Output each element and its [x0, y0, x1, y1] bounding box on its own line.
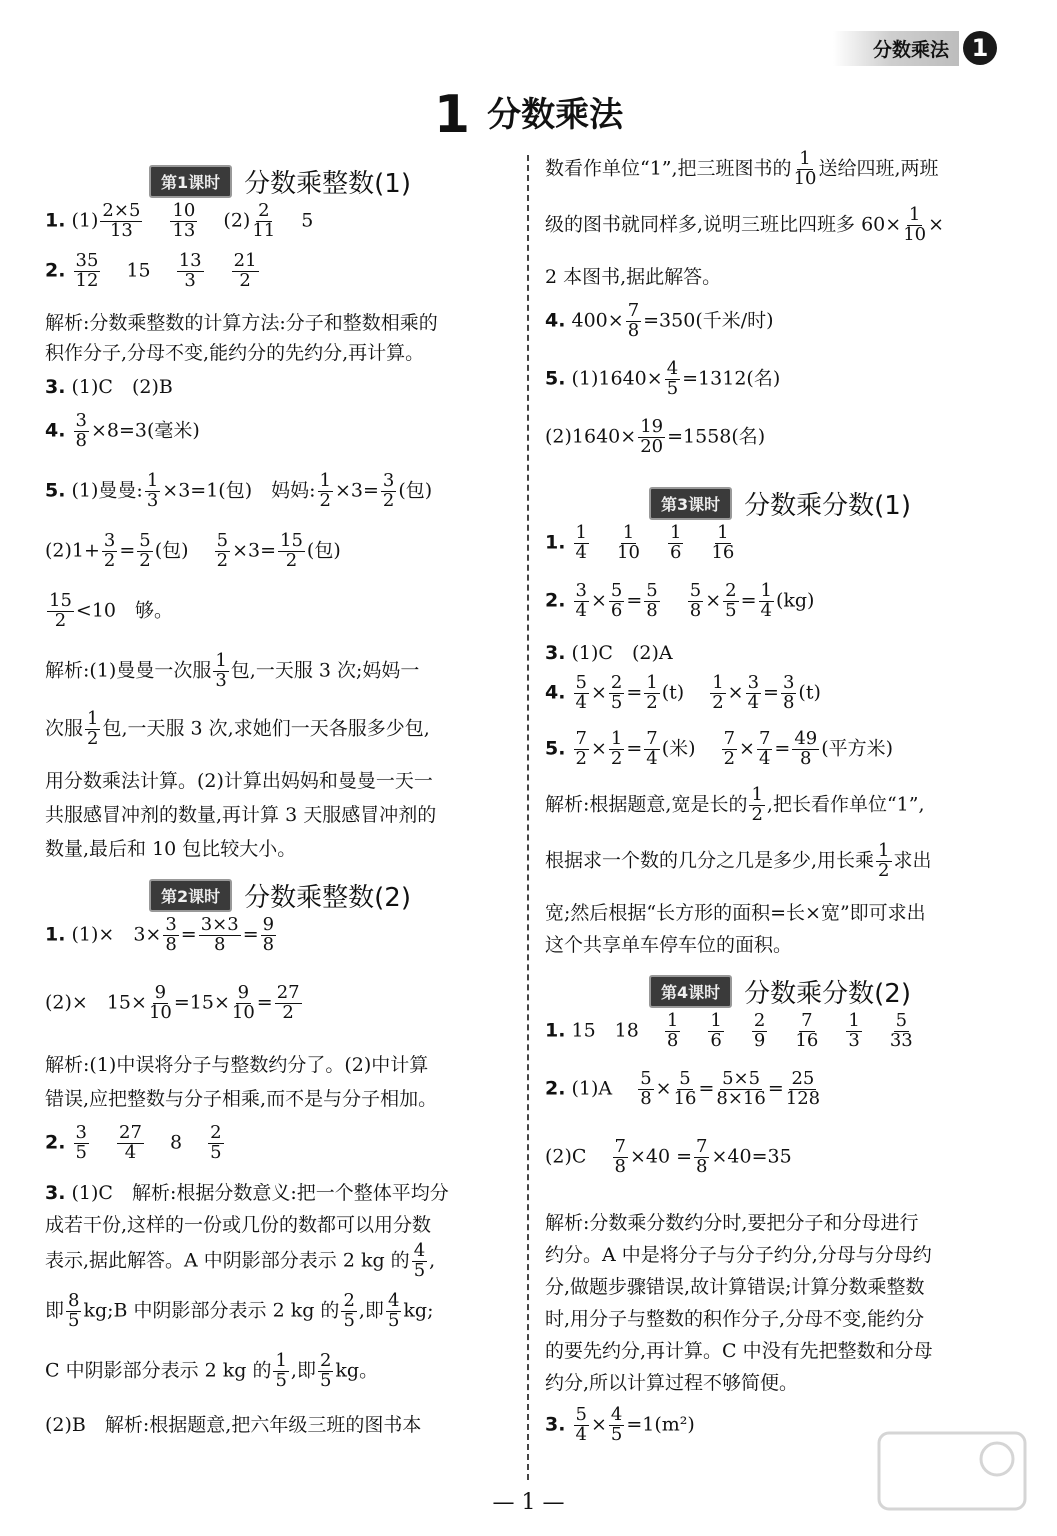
- fraction: $\frac{21}{2}$: [233, 250, 257, 291]
- text: =35: [751, 1145, 792, 1168]
- fraction: $\frac{4}{5}$: [387, 1290, 400, 1331]
- text: ,把长看作单位“1”,: [766, 793, 925, 816]
- q-num: 1.: [545, 531, 566, 554]
- fraction: $\frac{1}{3}$: [848, 1010, 860, 1051]
- fraction: $\frac{15}{2}$: [49, 590, 72, 631]
- fraction: $\frac{3\times 3}{8}$: [200, 914, 239, 955]
- q-num: 5.: [545, 367, 566, 390]
- fraction: $\frac{25}{128}$: [785, 1068, 821, 1109]
- text: =: [180, 923, 197, 946]
- lesson-badge: 第2课时: [149, 879, 232, 912]
- fraction: $\frac{35}{12}$: [75, 250, 99, 291]
- fraction: $\frac{3}{8}$: [165, 914, 177, 955]
- text: =1(m²): [626, 1413, 695, 1436]
- text: 送给四班,两班: [818, 157, 939, 180]
- answer-line: [45, 372, 515, 412]
- text: =: [740, 589, 757, 612]
- text: =350(千米/时): [643, 309, 774, 332]
- q-num: 5.: [45, 479, 66, 502]
- analysis: 分,做题步骤错误,故计算错误;计算分数乘整数: [545, 1276, 925, 1298]
- fraction: $\frac{3}{8}$: [782, 672, 795, 713]
- fraction: $\frac{49}{8}$: [794, 728, 818, 769]
- fraction: $\frac{13}{3}$: [178, 250, 202, 291]
- fraction: $\frac{1}{16}$: [711, 522, 735, 563]
- text: (1)C (2)A: [571, 642, 673, 664]
- right-column: [545, 150, 1015, 1460]
- q-num: 2.: [45, 1131, 66, 1154]
- analysis: [545, 206, 1015, 262]
- fraction: $\frac{1}{2}$: [878, 840, 890, 881]
- fraction: $\frac{27}{4}$: [119, 1122, 142, 1163]
- fraction: $\frac{1}{8}$: [666, 1010, 679, 1051]
- answer-line: [45, 412, 515, 472]
- fraction: $\frac{5}{8}$: [646, 580, 658, 621]
- fraction: $\frac{2}{11}$: [252, 200, 276, 241]
- page-number: — 1 —: [492, 1490, 565, 1515]
- text: 400×: [571, 309, 624, 332]
- q-num: 4.: [45, 419, 66, 442]
- fraction: $\frac{1}{3}$: [146, 470, 159, 511]
- fraction: $\frac{7}{4}$: [758, 728, 771, 769]
- text: kg;: [403, 1299, 434, 1322]
- fraction: $\frac{2}{5}$: [343, 1290, 355, 1331]
- lesson-title: 分数乘整数(2): [244, 882, 411, 913]
- text: kg;B 中阴影部分表示 2 kg 的: [83, 1299, 340, 1322]
- answer-line: 5. $\frac{7}{2}$ × $\frac{1}{2}$ = $\frac{7}{4}$ (米) $\frac{7}{2}$ × $\frac{7}{4}$ = $\frac{49}{8}$ (平方米): [545, 728, 894, 769]
- fraction: $\frac{7}{16}$: [795, 1010, 819, 1051]
- answer-line: [545, 418, 1015, 474]
- text: 数看作单位“1”,把三班图书的: [545, 157, 792, 180]
- lesson-3-header: [545, 482, 1015, 524]
- analysis: (2)B 解析:根据题意,把六年级三班的图书本: [45, 1414, 422, 1436]
- fraction: $\frac{1}{4}$: [760, 580, 772, 621]
- fraction: $\frac{1}{2}$: [646, 672, 658, 713]
- analysis: [45, 1292, 515, 1352]
- fraction: $\frac{7}{8}$: [614, 1136, 626, 1177]
- text: =: [626, 589, 643, 612]
- text: 求出: [893, 849, 932, 872]
- fraction: $\frac{1}{2}$: [712, 672, 724, 713]
- analysis: [545, 150, 1015, 206]
- fraction: $\frac{1}{2}$: [610, 728, 623, 769]
- answer-line: 2. (1)A $\frac{5}{8}$ × $\frac{5}{16}$ = $\frac{5\times 5}{8\times 16}$ = $\frac{25}{128}$: [545, 1068, 821, 1109]
- text: C 中阴影部分表示 2 kg 的: [45, 1359, 272, 1382]
- fraction: $\frac{3}{4}$: [575, 580, 587, 621]
- analysis: 成若干份,这样的一份或几份的数都可以用分数: [45, 1214, 432, 1236]
- answer-line: [545, 582, 1015, 638]
- text: (1)A: [571, 1077, 613, 1100]
- fraction: $\frac{9}{10}$: [148, 982, 172, 1023]
- text: (2)1640×: [545, 425, 637, 448]
- fraction: $\frac{2\times 5}{13}$: [102, 200, 141, 241]
- fraction: $\frac{27}{2}$: [276, 982, 300, 1023]
- text: =: [119, 539, 136, 562]
- analysis: 解析:分数乘分数约分时,要把分子和分母进行: [545, 1212, 919, 1234]
- text: =1312(名): [682, 367, 781, 390]
- text: ×3=: [232, 539, 277, 562]
- fraction: $\frac{3}{8}$: [75, 410, 87, 451]
- analysis: 约分。A 中是将分子与分子约分,分母与分母约: [545, 1244, 932, 1266]
- answer-line: [45, 916, 515, 978]
- text: 40: [727, 1145, 752, 1168]
- analysis: [45, 710, 515, 766]
- chapter-title: 分数乘法: [487, 95, 624, 135]
- fraction: $\frac{1}{10}$: [617, 522, 640, 563]
- text: =: [242, 923, 259, 946]
- text: (1): [71, 209, 99, 232]
- text: (1)C (2)B: [71, 376, 173, 398]
- fraction: $\frac{5}{6}$: [610, 580, 623, 621]
- text: (平方米): [821, 737, 894, 760]
- q-num: 4.: [545, 309, 566, 332]
- answer-line: [545, 302, 1015, 360]
- fraction: $\frac{8}{5}$: [68, 1290, 80, 1331]
- answer-line: [45, 978, 515, 1050]
- fraction: $\frac{1}{6}$: [669, 522, 682, 563]
- fraction: $\frac{4}{5}$: [413, 1240, 426, 1281]
- answer-line: 3. $\frac{5}{4}$ × $\frac{4}{5}$ =1(m²): [545, 1404, 695, 1445]
- answer-line: (2)C $\frac{7}{8}$ ×40 = $\frac{7}{8}$ ×40=35: [545, 1136, 792, 1177]
- fraction: $\frac{5}{2}$: [139, 530, 151, 571]
- column-divider: [527, 155, 529, 1480]
- fraction: $\frac{2}{5}$: [210, 1122, 222, 1163]
- fraction: $\frac{1}{10}$: [793, 148, 817, 189]
- analysis: 这个共享单车停车位的面积。: [545, 934, 793, 956]
- text: (1)C 解析:根据分数意义:把一个整体平均分: [71, 1182, 449, 1204]
- text: 根据求一个数的几分之几是多少,用长乘: [545, 849, 875, 872]
- q-num: 2.: [45, 259, 66, 282]
- fraction: $\frac{5}{8}$: [640, 1068, 652, 1109]
- analysis: 的要先约分,再计算。C 中没有先把整数和分母: [545, 1340, 933, 1362]
- fraction: $\frac{4}{5}$: [610, 1404, 623, 1445]
- answer-line: [45, 1178, 515, 1210]
- text: (包): [398, 479, 433, 502]
- text: (2)× 15×: [45, 991, 147, 1014]
- answer-line: [545, 638, 1015, 674]
- fraction: $\frac{1}{2}$: [751, 784, 763, 825]
- answer-line: [45, 1124, 515, 1178]
- fraction: $\frac{10}{13}$: [172, 200, 196, 241]
- text: (包): [154, 539, 189, 562]
- q-num: 3.: [545, 642, 566, 664]
- analysis: 约分,所以计算过程不够简便。: [545, 1372, 799, 1394]
- fraction: $\frac{1}{2}$: [87, 708, 99, 749]
- text: (t): [661, 681, 685, 704]
- q-num: 1.: [45, 923, 66, 946]
- analysis: 解析:分数乘整数的计算方法:分子和整数相乘的: [45, 312, 438, 334]
- text: ,即: [290, 1359, 316, 1382]
- text: 即: [45, 1299, 65, 1322]
- answer-line: [45, 532, 515, 592]
- analysis: 积作分子,分母不变,能约分的先约分,再计算。: [45, 342, 425, 364]
- fraction: $\frac{5}{2}$: [216, 530, 229, 571]
- fraction: $\frac{1}{6}$: [710, 1010, 722, 1051]
- fraction: $\frac{5}{8}$: [689, 580, 702, 621]
- lesson-4-header: [545, 970, 1015, 1012]
- fraction: $\frac{15}{2}$: [280, 530, 303, 571]
- fraction: $\frac{5\times 5}{8\times 16}$: [716, 1068, 766, 1109]
- fraction: $\frac{3}{4}$: [747, 672, 760, 713]
- text: 解析:根据题意,宽是长的: [545, 793, 748, 816]
- text: kg。: [335, 1359, 379, 1382]
- answer-line: [45, 202, 515, 252]
- text: (1)曼曼:: [71, 479, 143, 502]
- fraction: $\frac{5}{16}$: [673, 1068, 697, 1109]
- fraction: $\frac{2}{5}$: [725, 580, 737, 621]
- fraction: $\frac{5}{4}$: [575, 1404, 587, 1445]
- text: 包,一天服 3 次;妈妈一: [230, 659, 420, 682]
- analysis: [545, 842, 1015, 898]
- analysis: 用分数乘法计算。(2)计算出妈妈和曼曼一天一: [45, 770, 433, 792]
- analysis: 解析:(1)中误将分子与整数约分了。(2)中计算: [45, 1054, 429, 1076]
- lesson-badge: 第4课时: [649, 975, 732, 1008]
- text: (kg): [775, 589, 815, 612]
- text: =: [256, 991, 273, 1014]
- fraction: $\frac{3}{2}$: [103, 530, 116, 571]
- text: =15×: [173, 991, 230, 1014]
- analysis: 时,用分子与整数的积作分子,分母不变,能约分: [545, 1308, 925, 1330]
- q-num: 3.: [545, 1413, 566, 1436]
- fraction: $\frac{7}{4}$: [646, 728, 658, 769]
- text: 5: [301, 209, 314, 232]
- text: (1)1640×: [571, 367, 663, 390]
- analysis: [45, 1352, 515, 1410]
- analysis: 共服感冒冲剂的数量,再计算 3 天服感冒冲剂的: [45, 804, 437, 826]
- lesson-title: 分数乘整数(1): [244, 168, 411, 199]
- fraction: $\frac{2}{5}$: [610, 672, 623, 713]
- analysis: 表示,据此解答。A 中阴影部分表示 2 kg 的 $\frac{4}{5}$ ,: [45, 1240, 436, 1281]
- fraction: $\frac{1}{4}$: [575, 522, 587, 563]
- text: ×: [590, 589, 607, 612]
- fraction: $\frac{9}{8}$: [262, 914, 275, 955]
- fraction: $\frac{3}{2}$: [382, 470, 395, 511]
- fraction: $\frac{1}{3}$: [215, 650, 227, 691]
- text: 包,一天服 3 次,求她们一天各服多少包,: [102, 717, 430, 740]
- text: (2): [223, 209, 251, 232]
- text: ×: [705, 589, 722, 612]
- header-tag-number: 1: [963, 31, 997, 65]
- fraction: $\frac{5}{4}$: [575, 672, 587, 713]
- fraction: $\frac{3}{5}$: [75, 1122, 87, 1163]
- q-num: 2.: [545, 1077, 566, 1100]
- text: (2)1+: [45, 539, 100, 562]
- q-num: 1.: [45, 209, 66, 232]
- text: ×3=1(包) 妈妈:: [162, 479, 316, 502]
- text: (米): [661, 737, 696, 760]
- answer-line: [545, 360, 1015, 418]
- q-num: 3.: [45, 376, 66, 398]
- answer-line: [45, 252, 515, 308]
- watermark-icon: [877, 1431, 1027, 1511]
- answer-line: [545, 1012, 1015, 1070]
- fraction: $\frac{2}{9}$: [753, 1010, 766, 1051]
- text: 次服: [45, 717, 84, 740]
- fraction: $\frac{1}{10}$: [903, 204, 927, 245]
- lesson-badge: 第3课时: [649, 487, 732, 520]
- fraction: $\frac{5}{33}$: [889, 1010, 913, 1051]
- fraction: $\frac{19}{20}$: [640, 416, 664, 457]
- lesson-badge: 第1课时: [149, 165, 232, 198]
- lesson-1-header: [45, 160, 515, 202]
- fraction: $\frac{7}{8}$: [696, 1136, 708, 1177]
- fraction: $\frac{7}{8}$: [627, 300, 640, 341]
- q-num: 2.: [545, 589, 566, 612]
- header-tag-text: 分数乘法: [833, 31, 959, 66]
- text: ×8=3(毫米): [90, 419, 200, 442]
- text: (1)× 3×: [71, 923, 162, 946]
- answer-line: 4. $\frac{5}{4}$ × $\frac{2}{5}$ = $\frac{1}{2}$ (t) $\frac{1}{2}$ × $\frac{3}{4}$ = $\frac{3}{8}$ (t): [545, 672, 821, 713]
- lesson-title: 分数乘分数(1): [744, 490, 911, 521]
- fraction: $\frac{2}{5}$: [319, 1350, 332, 1391]
- fraction: $\frac{1}{2}$: [319, 470, 331, 511]
- fraction: $\frac{7}{2}$: [575, 728, 587, 769]
- text: ×: [928, 213, 945, 236]
- header-tag: [833, 30, 997, 66]
- text: 15 18: [571, 1019, 639, 1042]
- chapter-number: 1: [433, 85, 471, 145]
- analysis: [45, 652, 515, 710]
- fraction: $\frac{9}{10}$: [231, 982, 255, 1023]
- page-title: [0, 85, 1057, 145]
- analysis: [545, 786, 1015, 842]
- fraction: $\frac{4}{5}$: [666, 358, 679, 399]
- lesson-2-header: [45, 874, 515, 916]
- text: 表示,据此解答。A 中阴影部分表示 2 kg 的: [45, 1249, 410, 1272]
- analysis: 2 本图书,据此解答。: [545, 266, 722, 288]
- text: 15: [126, 259, 151, 282]
- text: 级的图书就同样多,说明三班比四班多 60×: [545, 213, 902, 236]
- text: ×40 =: [629, 1145, 693, 1168]
- text: <10 够。: [75, 599, 174, 622]
- text: (t): [798, 681, 821, 704]
- left-column: [45, 160, 515, 1442]
- answer-line: [545, 524, 1015, 582]
- text: 解析:(1)曼曼一次服: [45, 659, 212, 682]
- q-num: 1.: [545, 1019, 566, 1042]
- text: ×3=: [334, 479, 379, 502]
- fraction: $\frac{1}{5}$: [275, 1350, 287, 1391]
- lesson-title: 分数乘分数(2): [744, 978, 911, 1009]
- q-num: 3.: [45, 1182, 66, 1204]
- q-num: 5.: [545, 737, 566, 760]
- text: (2)C: [545, 1145, 587, 1168]
- text: (包): [306, 539, 341, 562]
- text: ,即: [358, 1299, 384, 1322]
- answer-line: [45, 472, 515, 532]
- text: =1558(名): [667, 425, 766, 448]
- analysis: 宽;然后根据“长方形的面积=长×宽”即可求出: [545, 902, 926, 924]
- answer-line: [45, 592, 515, 652]
- text: 8: [169, 1131, 183, 1154]
- analysis: 错误,应把整数与分子相乘,而不是与分子相加。: [45, 1088, 438, 1110]
- fraction: $\frac{7}{2}$: [723, 728, 736, 769]
- analysis: 数量,最后和 10 包比较大小。: [45, 838, 297, 860]
- q-num: 4.: [545, 681, 566, 704]
